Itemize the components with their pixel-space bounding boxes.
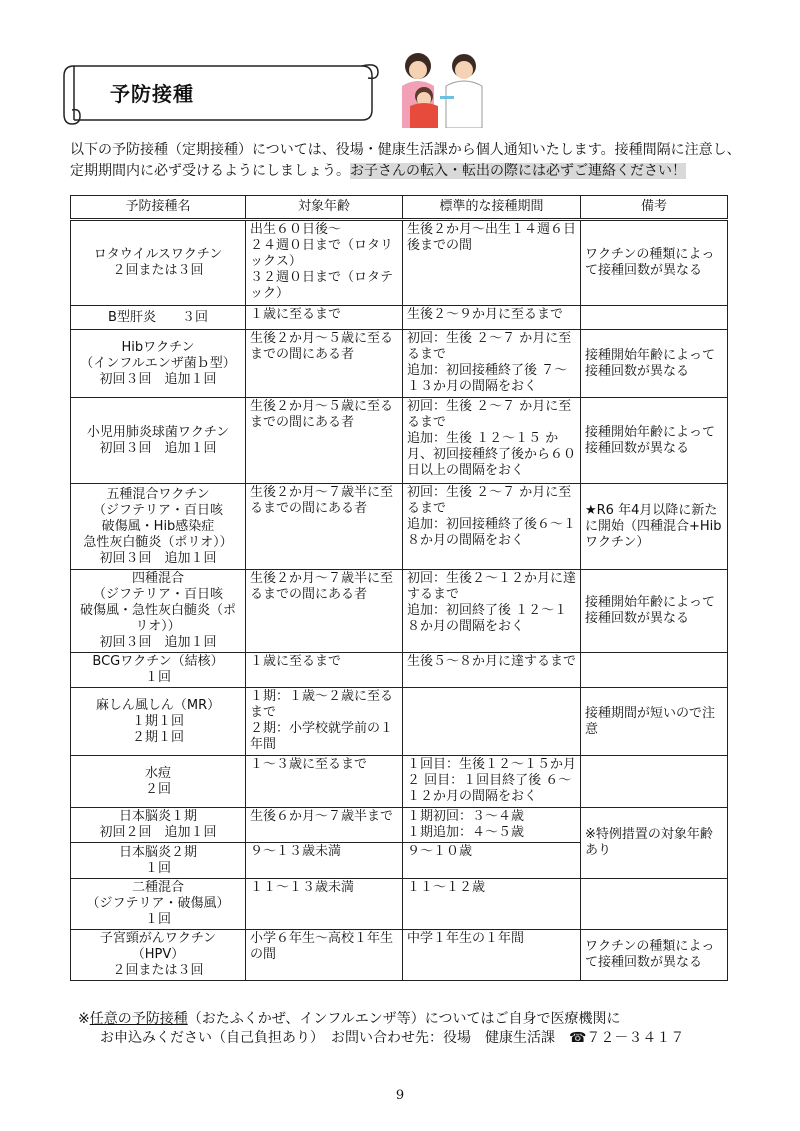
standard-period-cell: 初回：生後 ２～７ か月に至るまで 追加：初回接種終了後 ７～１３か月の間隔をおく [403,330,581,398]
standard-period-cell: 初回：生後 ２～７ か月に至るまで 追加：初回接種終了後６～１８か月の間隔をおく [403,484,581,570]
target-age-cell: 生後２か月～５歳に至るまでの間にある者 [246,330,403,398]
notes-cell: ワクチンの種類によって接種回数が異なる [581,930,728,981]
target-age-cell: ９～１３歳未満 [246,843,403,879]
vaccine-name-cell: 五種混合ワクチン （ジフテリア・百日咳 破傷風・Hib感染症 急性灰白髄炎（ポリオ）） 初回３回 追加１回 [71,484,246,570]
vaccine-name-cell: 二種混合 （ジフテリア・破傷風） １回 [71,879,246,930]
table-row [71,808,728,843]
table-row [71,756,728,808]
standard-period-cell: １１～１２歳 [403,879,581,930]
page-title: 予防接種 [110,82,194,106]
standard-period-cell: 生後２～９か月に至るまで [403,306,581,330]
notes-cell: 接種開始年齢によって接種回数が異なる [581,330,728,398]
notes-cell [581,306,728,330]
standard-period-cell: 初回：生後 ２～７ か月に至るまで 追加：生後 １２～１５ か月、初回接種終了後から６０日以上の間隔をおく [403,398,581,484]
header-notes: 備考 [581,196,728,220]
notes-cell [581,756,728,808]
header-target-age: 対象年齢 [246,196,403,220]
target-age-cell: 生後２か月～７歳半に至るまでの間にある者 [246,484,403,570]
vaccine-name-cell: B型肝炎 ３回 [71,306,246,330]
footnote-line2: お申込みください（自己負担あり） お問い合わせ先：役場 健康生活課 ☎７２－３４１７ [100,1030,685,1046]
table-row [71,688,728,756]
page-number: 9 [395,1088,405,1103]
notes-cell: 接種期間が短いので注意 [581,688,728,756]
target-age-cell: 生後２か月～５歳に至るまでの間にある者 [246,398,403,484]
standard-period-cell [403,688,581,756]
table-header-row [71,196,728,220]
table-row [71,570,728,653]
standard-period-cell: 中学１年生の１年間 [403,930,581,981]
standard-period-cell: 生後５～８か月に達するまで [403,653,581,688]
standard-period-cell: 生後２か月～出生１４週６日後までの間 [403,220,581,306]
notes-cell [581,653,728,688]
notes-cell: 接種開始年齢によって接種回数が異なる [581,570,728,653]
header-vaccine-name: 予防接種名 [71,196,246,220]
table-row [71,879,728,930]
table-row [71,484,728,570]
target-age-cell: 生後６か月～７歳半まで [246,808,403,843]
vaccine-name-cell: ロタウイルスワクチン ２回または３回 [71,220,246,306]
table-row [71,653,728,688]
standard-period-cell: 初回：生後２～１２か月に達するまで 追加：初回終了後 １２～１８か月の間隔をおく [403,570,581,653]
table-row [71,398,728,484]
table-row [71,330,728,398]
intro-highlight: お子さんの転入・転出の際には必ずご連絡ください！ [350,163,686,179]
footnote-line1: （おたふくかぜ、インフルエンザ等）についてはご自身で医療機関に [187,1011,621,1027]
notes-cell: ※特例措置の対象年齢あり [581,808,728,879]
table-row [71,930,728,981]
vaccine-name-cell: Hibワクチン （インフルエンザ菌ｂ型） 初回３回 追加１回 [71,330,246,398]
notes-cell [581,879,728,930]
target-age-cell: １～３歳に至るまで [246,756,403,808]
target-age-cell: １期：１歳～２歳に至るまで ２期：小学校就学前の１年間 [246,688,403,756]
target-age-cell: 小学６年生～高校１年生の間 [246,930,403,981]
notes-cell: ワクチンの種類によって接種回数が異なる [581,220,728,306]
standard-period-cell: ９～１０歳 [403,843,581,879]
vaccine-name-cell: BCGワクチン（結核） １回 [71,653,246,688]
intro-text: 以下の予防接種（定期接種）については、役場・健康生活課から個人通知いたします。接種間隔に注意し、定期期間内に必ず受けるようにしましょう。 [70,142,741,179]
target-age-cell: １１～１３歳未満 [246,879,403,930]
table-row [71,306,728,330]
notes-cell: 接種開始年齢によって接種回数が異なる [581,398,728,484]
vaccine-name-cell: 日本脳炎２期 １回 [71,843,246,879]
intro-paragraph [70,140,750,182]
standard-period-cell: １期初回：３～４歳 １期追加：４～５歳 [403,808,581,843]
vaccine-name-cell: 四種混合 （ジフテリア・百日咳 破傷風・急性灰白髄炎（ポリオ）） 初回３回 追加１回 [71,570,246,653]
header-standard-period: 標準的な接種期間 [403,196,581,220]
notes-cell: ★R6 年4月以降に新たに開始（四種混合+Hibワクチン） [581,484,728,570]
target-age-cell: １歳に至るまで [246,653,403,688]
vaccine-name-cell: 麻しん風しん（MR） １期１回 ２期１回 [71,688,246,756]
vaccine-name-cell: 水痘 ２回 [71,756,246,808]
vaccine-name-cell: 小児用肺炎球菌ワクチン 初回３回 追加１回 [71,398,246,484]
footnote [78,1010,684,1048]
footnote-prefix: ※ [78,1011,90,1027]
footnote-optional-vaccination: 任意の予防接種 [89,1011,188,1027]
vaccination-table [70,195,728,981]
vaccine-name-cell: 子宮頸がんワクチン （HPV） ２回または３回 [71,930,246,981]
target-age-cell: 生後２か月～７歳半に至るまでの間にある者 [246,570,403,653]
standard-period-cell: １回目：生後１２～１５か月 ２ 回目：１回目終了後 ６～１２か月の間隔をおく [403,756,581,808]
table-row [71,220,728,306]
vaccine-name-cell: 日本脳炎１期 初回２回 追加１回 [71,808,246,843]
target-age-cell: 出生６０日後～ ２４週０日まで（ロタリックス） ３２週０日まで（ロタテック） [246,220,403,306]
vaccination-illustration [394,48,494,128]
target-age-cell: １歳に至るまで [246,306,403,330]
